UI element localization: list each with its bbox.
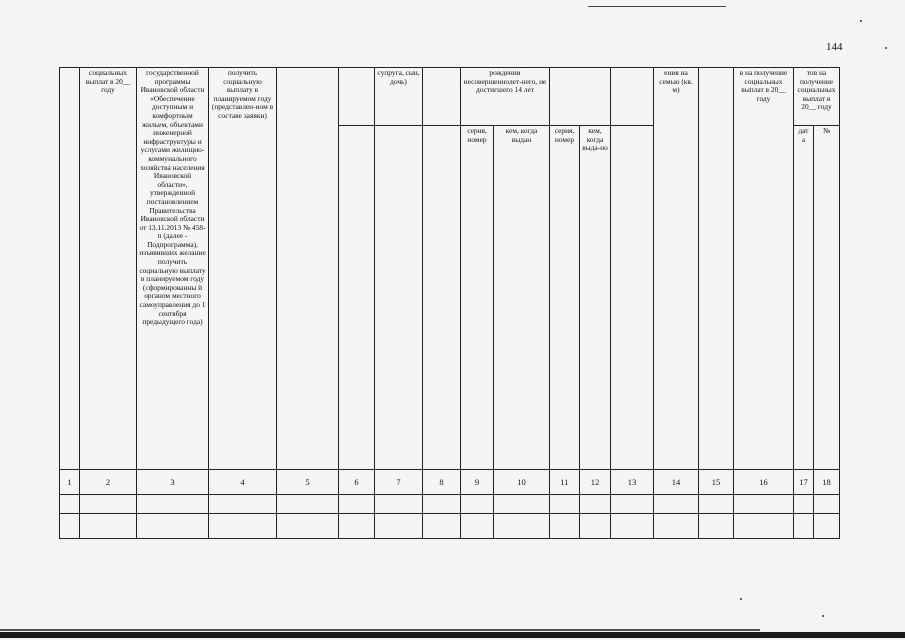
subheader-cell-7 xyxy=(375,126,423,470)
scan-speck xyxy=(860,20,862,22)
header-cell-15 xyxy=(699,68,734,470)
colnum-4: 4 xyxy=(209,470,277,495)
header-cell-3: государственной программы Ивановской области «Обеспечение доступным и комфортным жильем, объектами инженерной инфраструктуры и услугами жилищно-коммунального хозяйства населения Ивановской области», утвержденной постановлением Правительства Ивановской области от 13.11.2013 № 458-п (далее - Подпрограмма), изъявивших желание получить социальную выплату в планируемом году (сформированны й органом местного самоуправления до 1 сентября предыдущего года) xyxy=(137,68,209,470)
subheader-cell-13 xyxy=(611,126,654,470)
colnum-7: 7 xyxy=(375,470,423,495)
scan-speck xyxy=(822,615,824,617)
subheader-cell-12: кем, когда выда-но xyxy=(580,126,611,470)
scan-speck xyxy=(885,47,887,49)
scan-edge-line xyxy=(0,629,760,631)
colnum-17: 17 xyxy=(794,470,814,495)
colnum-12: 12 xyxy=(580,470,611,495)
header-cell-16: в на получение социальных выплат в 20__ году xyxy=(734,68,794,470)
scan-edge-bar xyxy=(0,632,905,638)
table-row xyxy=(60,514,840,539)
subheader-cell-17: дат а xyxy=(794,126,814,470)
colnum-3: 3 xyxy=(137,470,209,495)
header-cell-14: ения на семью (кв. м) xyxy=(654,68,699,470)
header-cell-17-18: тов на получение социальных выплат в 20__ году xyxy=(794,68,840,126)
header-cell-11-12 xyxy=(550,68,611,126)
subheader-cell-18: № xyxy=(814,126,840,470)
header-cell-9-10: рождении несовершеннолет-него, не достигшего 14 лет xyxy=(461,68,550,126)
colnum-1: 1 xyxy=(60,470,80,495)
subheader-cell-6 xyxy=(339,126,375,470)
page-number: 144 xyxy=(826,41,843,53)
scan-speck xyxy=(740,598,742,600)
colnum-5: 5 xyxy=(277,470,339,495)
header-cell-4: получить социальную выплату в планируемом году (представлен-ном в составе заявки) xyxy=(209,68,277,470)
subheader-cell-11: серия, номер xyxy=(550,126,580,470)
subheader-cell-8 xyxy=(423,126,461,470)
colnum-9: 9 xyxy=(461,470,494,495)
header-cell-8 xyxy=(423,68,461,126)
colnum-18: 18 xyxy=(814,470,840,495)
header-row-1 xyxy=(60,68,840,126)
column-number-row xyxy=(60,470,840,495)
colnum-14: 14 xyxy=(654,470,699,495)
header-cell-5 xyxy=(277,68,339,470)
top-rule xyxy=(588,6,726,7)
colnum-2: 2 xyxy=(80,470,137,495)
colnum-10: 10 xyxy=(494,470,550,495)
subheader-cell-9: серия, номер xyxy=(461,126,494,470)
header-cell-7: супруга, сын, дочь) xyxy=(375,68,423,126)
colnum-6: 6 xyxy=(339,470,375,495)
header-cell-13 xyxy=(611,68,654,126)
subheader-cell-10: кем, когда выдан xyxy=(494,126,550,470)
register-table xyxy=(59,67,840,539)
colnum-11: 11 xyxy=(550,470,580,495)
header-cell-2: социальных выплат в 20__ году xyxy=(80,68,137,470)
table-row xyxy=(60,495,840,514)
colnum-16: 16 xyxy=(734,470,794,495)
header-cell-1 xyxy=(60,68,80,470)
colnum-8: 8 xyxy=(423,470,461,495)
colnum-13: 13 xyxy=(611,470,654,495)
colnum-15: 15 xyxy=(699,470,734,495)
header-cell-6 xyxy=(339,68,375,126)
